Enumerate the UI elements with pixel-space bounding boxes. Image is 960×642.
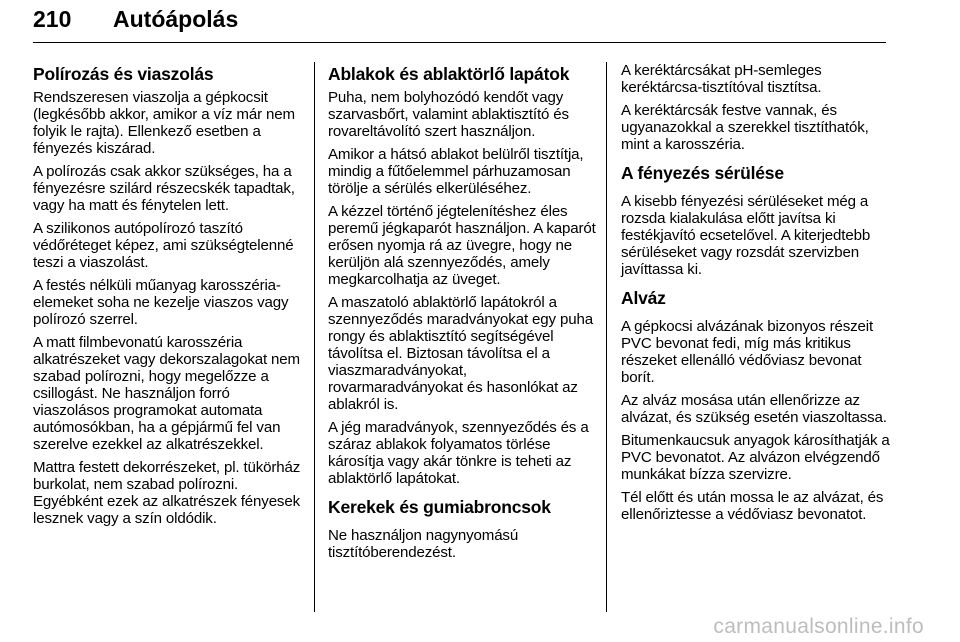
- column-1: [33, 62, 307, 533]
- paragraph: A keréktárcsákat pH-semleges keréktárcsa-tisztítóval tisztítsa.: [621, 62, 822, 96]
- paragraph: Tél előtt és után mossa le az alvázat, és ellenőriztesse a védőviasz bevonatot.: [621, 489, 884, 523]
- column-divider-2: [606, 62, 607, 612]
- paragraph: Puha, nem bolyhozódó kendőt vagy szarvasbőrt, valamint ablaktisztító és rovareltávolító szert használjon.: [328, 89, 569, 140]
- paragraph: Mattra festett dekorrészeket, pl. tükörház burkolat, nem szabad polírozni. Egyébként ezek az alkatrészek fényesek lesznek vagy a szín oldódik.: [33, 459, 301, 527]
- paragraph: Az alváz mosása után ellenőrizze az alvázat, és szükség esetén viaszoltassa.: [621, 392, 887, 426]
- chapter-title: Autóápolás: [113, 6, 239, 32]
- section-heading-paint-damage: A fényezés sérülése: [621, 163, 784, 183]
- header-rule: [33, 42, 886, 43]
- paragraph: A maszatoló ablaktörlő lapátokról a szennyeződés maradványokat egy puha rongy és ablaktisztító segítségével távolítsa el. Biztosan távolítsa el a viaszmaradványokat, rovarmaradványokat és hasonlókat az ablakról is.: [328, 294, 593, 413]
- paragraph: A keréktárcsák festve vannak, és ugyanazokkal a szerekkel tisztíthatók, mint a karosszéria.: [621, 102, 869, 153]
- column-2: [328, 62, 596, 567]
- page-header: [33, 2, 886, 46]
- page-number: 210: [33, 6, 72, 32]
- paragraph: Rendszeresen viaszolja a gépkocsit (legkésőbb akkor, amikor a víz már nem folyik le rajta). Ellenkező esetben a fényezés kiszárad.: [33, 89, 295, 157]
- paragraph: A szilikonos autópolírozó taszító védőréteget képez, ami szükségtelenné teszi a viaszolást.: [33, 220, 294, 271]
- column-divider-1: [314, 62, 315, 612]
- paragraph: A matt filmbevonatú karosszéria alkatrészeket vagy dekorszalagokat nem szabad polírozni, hogy megelőzze a csillogást. Ne használjon forró viaszolásos programokat automata autómosókban, ha a gépjármű fel van szerelve ezekkel az alkatrészekkel.: [33, 334, 300, 453]
- paragraph: A festés nélküli műanyag karosszéria-elemeket soha ne kezelje viaszos vagy polírozó szerrel.: [33, 277, 289, 328]
- paragraph: Ne használjon nagynyomású tisztítóberendezést.: [328, 527, 519, 561]
- paragraph: A kézzel történő jégtelenítéshez éles peremű jégkaparót használjon. A kaparót erősen nyomja rá az üvegre, hogy ne kerüljön alá szennyeződés, amely megkarcolhatja az üveget.: [328, 203, 596, 288]
- paragraph: A kisebb fényezési sérüléseket még a rozsda kialakulása előtt javítsa ki festékjavító ecsetelővel. A kiterjedtebb sérüléseket vagy rozsdát szervizben javíttassa ki.: [621, 193, 871, 278]
- column-3: [621, 62, 893, 529]
- section-heading-underbody: Alváz: [621, 288, 666, 308]
- page-footer: [0, 615, 960, 642]
- section-heading-polishing: Polírozás és viaszolás: [33, 64, 214, 84]
- paragraph: A polírozás csak akkor szükséges, ha a fényezésre szilárd részecskék tapadtak, vagy ha matt és fénytelen lett.: [33, 163, 295, 214]
- paragraph: Amikor a hátsó ablakot belülről tisztítja, mindig a fűtőelemmel párhuzamosan törölje a sérülés elkerüléséhez.: [328, 146, 584, 197]
- watermark: carmanualsonline.info: [713, 615, 924, 638]
- paragraph: A jég maradványok, szennyeződés és a száraz ablakok folyamatos törlése károsítja vagy akár tönkre is teheti az ablaktörlő lapátokat.: [328, 419, 589, 487]
- paragraph: A gépkocsi alvázának bizonyos részeit PVC bevonat fedi, míg más kritikus részeket ellenálló védőviasz bevonat borít.: [621, 318, 874, 386]
- section-heading-wheels: Kerekek és gumiabroncsok: [328, 497, 551, 517]
- paragraph: Bitumenkaucsuk anyagok károsíthatják a PVC bevonatot. Az alvázon elvégzendő munkákat bízza szervizre.: [621, 432, 890, 483]
- section-heading-windows: Ablakok és ablaktörlő lapátok: [328, 64, 570, 84]
